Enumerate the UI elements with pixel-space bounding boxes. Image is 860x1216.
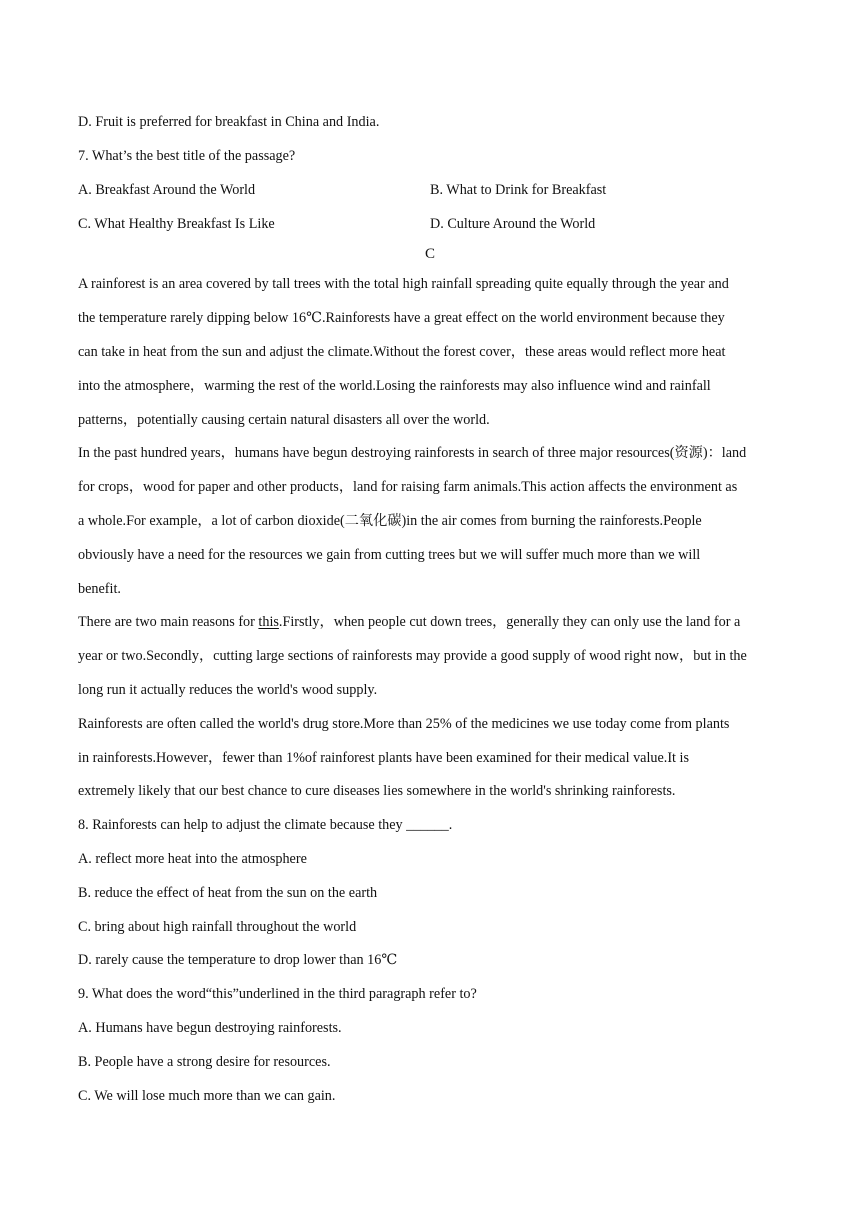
passage-p4-line: extremely likely that our best chance to cure diseases lies somewhere in the world's shrinking rainforests. xyxy=(78,783,676,799)
passage-p4-line: in rainforests.However，fewer than 1%of rainforest plants have been examined for their medical value.It is xyxy=(78,750,690,766)
passage-p2-line: a whole.For example，a lot of carbon dioxide(二氧化碳)in the air comes from burning the rainforests.People xyxy=(78,513,702,529)
passage-p1-line: patterns，potentially causing certain natural disasters all over the world. xyxy=(78,412,490,428)
q9-option-c: C. We will lose much more than we can gain. xyxy=(78,1088,336,1104)
passage-p1-line: the temperature rarely dipping below 16℃.Rainforests have a great effect on the world environment because they xyxy=(78,310,725,326)
passage-p3-line: long run it actually reduces the world's wood supply. xyxy=(78,682,378,698)
q7-option-c: C. What Healthy Breakfast Is Like xyxy=(78,216,275,232)
q7-option-b: B. What to Drink for Breakfast xyxy=(430,182,607,198)
section-label: C xyxy=(424,246,435,262)
q7-option-a: A. Breakfast Around the World xyxy=(78,182,256,198)
passage-p2-line: benefit. xyxy=(78,581,121,597)
q9-question: 9. What does the word“this”underlined in the third paragraph refer to? xyxy=(78,986,477,1002)
q7-question: 7. What’s the best title of the passage? xyxy=(78,148,296,164)
p3-text-before: There are two main reasons for xyxy=(78,614,259,630)
passage-p2-line: obviously have a need for the resources we gain from cutting trees but we will suffer much more than we will xyxy=(78,547,701,563)
underlined-word-this: this xyxy=(258,614,279,630)
passage-p1-line: into the atmosphere，warming the rest of the world.Losing the rainforests may also influence wind and rainfall xyxy=(78,378,711,394)
q8-option-a: A. reflect more heat into the atmosphere xyxy=(78,851,307,867)
passage-p1-line: A rainforest is an area covered by tall trees with the total high rainfall spreading quite equally through the year and xyxy=(78,276,729,292)
q9-option-b: B. People have a strong desire for resources. xyxy=(78,1054,331,1070)
p3-text-after: .Firstly，when people cut down trees，generally they can only use the land for a xyxy=(278,614,741,630)
passage-p2-line: In the past hundred years，humans have begun destroying rainforests in search of three major resources(资源)：land xyxy=(78,445,747,461)
q9-option-a: A. Humans have begun destroying rainforests. xyxy=(78,1020,342,1036)
q8-option-b: B. reduce the effect of heat from the sun on the earth xyxy=(78,885,378,901)
q6-option-d: D. Fruit is preferred for breakfast in China and India. xyxy=(78,114,380,130)
passage-p3-line xyxy=(78,613,740,631)
q8-option-d: D. rarely cause the temperature to drop lower than 16℃ xyxy=(78,952,398,968)
passage-p1-line: can take in heat from the sun and adjust the climate.Without the forest cover，these areas would reflect more heat xyxy=(78,344,726,360)
q7-option-d: D. Culture Around the World xyxy=(430,216,596,232)
passage-p4-line: Rainforests are often called the world's drug store.More than 25% of the medicines we use today come from plants xyxy=(78,716,730,732)
passage-p3-line: year or two.Secondly，cutting large sections of rainforests may provide a good supply of wood right now，but in the xyxy=(78,648,747,664)
q8-question: 8. Rainforests can help to adjust the climate because they ______. xyxy=(78,817,453,833)
passage-p2-line: for crops，wood for paper and other products，land for raising farm animals.This action affects the environment as xyxy=(78,479,738,495)
q8-option-c: C. bring about high rainfall throughout the world xyxy=(78,919,357,935)
